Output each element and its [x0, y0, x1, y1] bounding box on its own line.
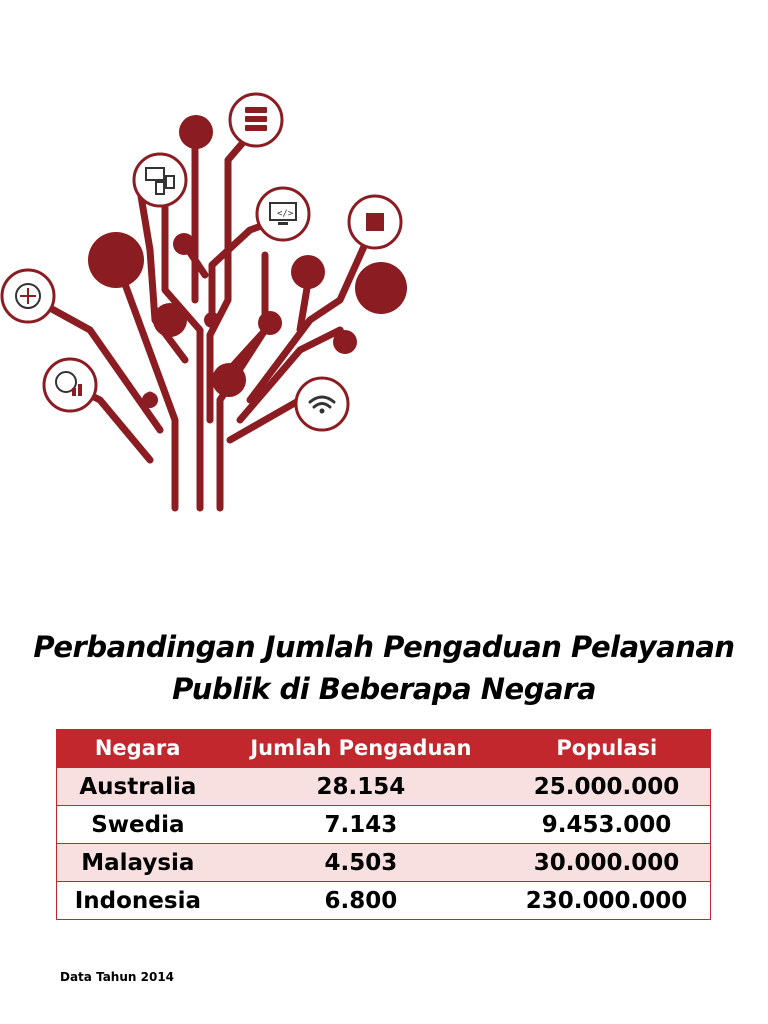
cell-complaints: 7.143 — [219, 806, 503, 844]
complaints-table — [56, 729, 711, 920]
cell-country: Indonesia — [57, 882, 219, 920]
title-line-2: Publik di Beberapa Negara — [172, 672, 596, 706]
table-row — [57, 844, 711, 882]
svg-text:</>: </> — [277, 209, 294, 219]
cell-population: 230.000.000 — [503, 882, 710, 920]
table-row — [57, 768, 711, 806]
table-header-row — [57, 729, 711, 768]
cell-population: 30.000.000 — [503, 844, 710, 882]
title-line-1: Perbandingan Jumlah Pengaduan Pelayanan — [33, 630, 735, 664]
data-year-footnote: Data Tahun 2014 — [60, 970, 175, 984]
cell-complaints: 4.503 — [219, 844, 503, 882]
cell-population: 9.453.000 — [503, 806, 710, 844]
cell-country: Malaysia — [57, 844, 219, 882]
cell-complaints: 6.800 — [219, 882, 503, 920]
cell-population: 25.000.000 — [503, 768, 710, 806]
circuit-tree-illustration — [0, 80, 420, 512]
header-complaints: Jumlah Pengaduan — [219, 729, 503, 768]
table-row — [57, 882, 711, 920]
globe-chart-icon — [44, 359, 96, 411]
table-row — [57, 806, 711, 844]
cell-country: Swedia — [57, 806, 219, 844]
header-country: Negara — [57, 729, 219, 768]
cell-country: Australia — [57, 768, 219, 806]
cell-complaints: 28.154 — [219, 768, 503, 806]
header-population: Populasi — [503, 729, 710, 768]
page-title — [0, 626, 768, 710]
